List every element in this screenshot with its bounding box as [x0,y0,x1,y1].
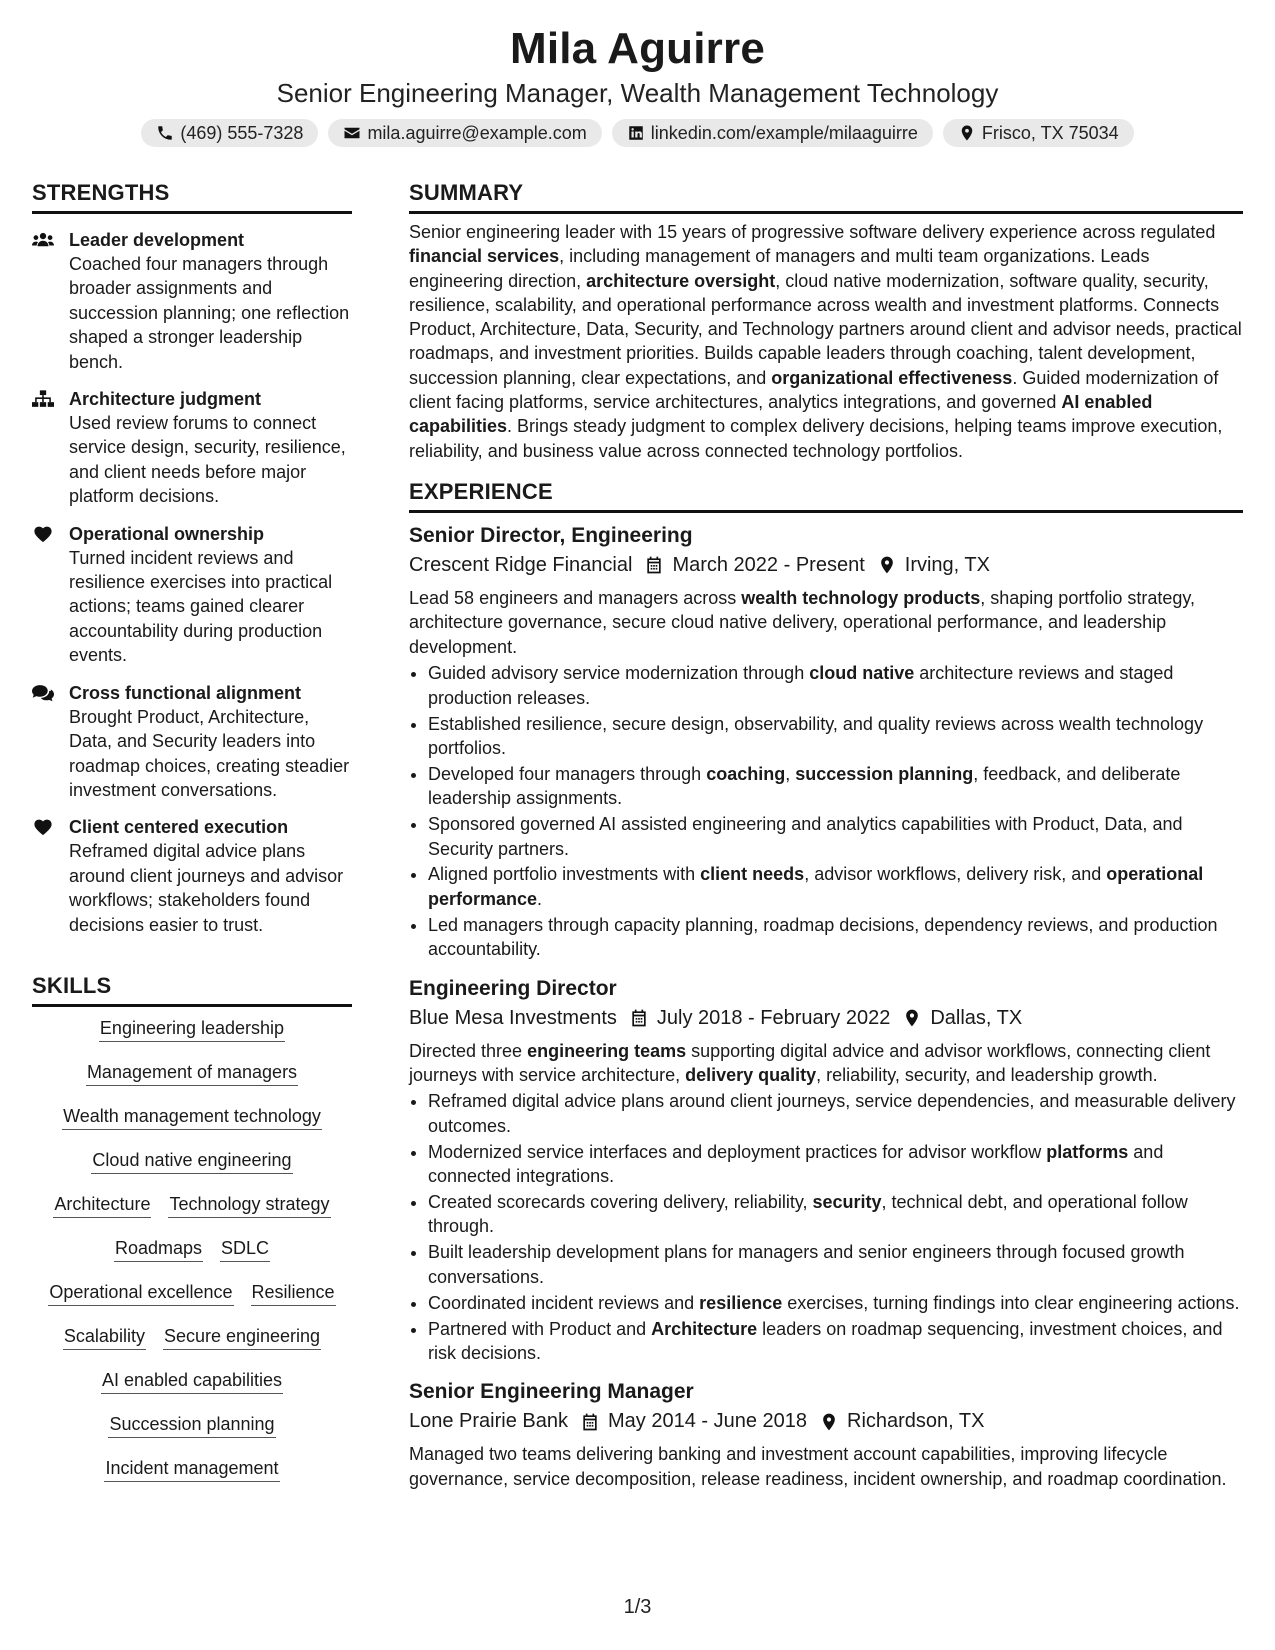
resume-header [0,22,1275,147]
bold-keyword: delivery quality [685,1064,817,1085]
skills-row [32,1325,352,1350]
bullet-item [428,1089,1243,1138]
job-entry [409,974,1243,1366]
strength-heading: Operational ownership [69,523,265,544]
candidate-name: Mila Aguirre [509,24,766,73]
contact-text: (469) 555-7328 [180,122,304,143]
bold-keyword: succession planning [795,763,974,784]
strength-item [32,387,352,509]
strength-description: Coached four managers through broader assignments and succession planning; one reflection shaped a stronger leadership bench. [69,254,350,372]
bold-keyword: client needs [700,864,805,885]
bold-keyword: Architecture [651,1318,758,1339]
skill-tag: Roadmaps [114,1237,203,1262]
contact-text: linkedin.com/example/milaaguirre [650,122,918,143]
skills-row [32,1105,352,1130]
job-description [409,1039,1243,1088]
text-segment: Established resilience, secure design, observability, and quality reviews across wealth technology portfolios. [428,713,1204,758]
text-segment: Sponsored governed AI assisted engineering and analytics capabilities with Product, Data, and Security partners. [428,814,1183,859]
company-name: Blue Mesa Investments [409,1006,617,1029]
strength-description: Turned incident reviews and resilience exercises into practical actions; teams gained clearer accountability during production events. [69,547,333,666]
text-segment: Built leadership development plans for managers and senior engineers through focused growth conversations. [428,1242,1185,1287]
text-segment: Created scorecards covering delivery, reliability, [428,1192,813,1212]
contact-envelope[interactable] [328,119,601,147]
job-title: Senior Engineering Manager [409,1380,694,1404]
bold-keyword: security [812,1192,882,1212]
job-bullets [409,1089,1243,1365]
bold-keyword: resilience [699,1292,783,1313]
calendar-icon [568,1412,608,1432]
strength-heading: Cross functional alignment [69,682,302,703]
bullet-item [428,1317,1243,1366]
bullet-item [428,661,1243,710]
job-title: Engineering Director [409,976,617,1000]
skill-tag: SDLC [220,1237,270,1262]
strength-heading: Architecture judgment [69,389,262,410]
text-segment: Senior engineering leader with 15 years of progressive software delivery experience across regulated [409,222,1216,242]
envelope-icon [343,124,361,142]
candidate-title: Senior Engineering Manager, Wealth Management Technology [276,78,999,108]
strength-item [32,228,352,374]
skill-tag: AI enabled capabilities [101,1369,283,1394]
skill-tag: Wealth management technology [62,1105,322,1130]
skills-row [32,1413,352,1438]
linkedin-icon [627,124,645,142]
text-segment: Coordinated incident reviews and [428,1292,700,1313]
text-segment: supporting digital advice and advisor workflows, connecting client journeys with service architecture, [409,1040,1211,1085]
skill-tag: Succession planning [108,1413,275,1438]
job-location: Dallas, TX [930,1006,1023,1029]
contact-text: mila.aguirre@example.com [367,122,587,143]
strength-body [69,522,352,668]
strength-body [69,387,352,509]
skills-heading: SKILLS [32,971,352,1007]
text-segment: Directed three [409,1040,528,1061]
job-title: Senior Director, Engineering [409,523,693,547]
bullet-item [428,913,1243,962]
skill-tag: Incident management [104,1457,279,1482]
bold-keyword: wealth technology products [741,587,981,608]
bold-keyword: financial services [409,246,560,267]
text-segment: Guided advisory service modernization through [428,663,810,684]
map-pin-icon [958,124,976,142]
strength-description: Brought Product, Architecture, Data, and Security leaders into roadmap choices, creating steadier investment conversations. [69,706,350,800]
job-meta [409,1004,1243,1033]
experience-heading: EXPERIENCE [409,477,1243,513]
text-segment: , advisor workflows, delivery risk, and [804,864,1107,885]
bullet-item [428,762,1243,811]
skills-row [32,1017,352,1042]
bullet-item [428,1140,1243,1189]
bold-keyword: operational performance [428,864,1204,909]
bullet-item [428,1240,1243,1289]
text-segment: . Brings steady judgment to complex delivery decisions, helping teams improve execution, reliability, and business value across connected technology portfolios. [409,416,1223,461]
text-segment: Developed four managers through [428,763,707,784]
contact-bar [0,119,1275,147]
contact-map-pin[interactable] [943,119,1134,147]
text-segment: Reframed digital advice plans around client journeys, service dependencies, and measurable delivery outcomes. [428,1091,1236,1136]
skill-tag: Technology strategy [168,1193,330,1218]
job-bullets [409,661,1243,961]
summary-text [409,220,1243,463]
bold-keyword: coaching [706,763,786,784]
experience-list [409,521,1243,1491]
company-name: Crescent Ridge Financial [409,553,633,576]
skills-row [32,1457,352,1482]
contact-phone[interactable] [141,119,318,147]
skill-tag: Resilience [251,1281,336,1306]
strength-heading: Leader development [69,230,245,250]
skills-list [32,1017,352,1482]
text-segment: , technical debt, and operational follow through. [428,1192,1188,1237]
strength-body [69,681,352,803]
bold-keyword: cloud native [809,663,915,684]
skills-row [32,1369,352,1394]
summary-heading: SUMMARY [409,178,1243,214]
bullet-item [428,812,1243,861]
text-segment: Aligned portfolio investments with [428,864,701,885]
job-location: Richardson, TX [847,1410,985,1433]
text-segment: , including management of managers and multi team organizations. Leads engineering direction, [409,246,1150,291]
text-segment: , [785,763,796,784]
text-segment: , cloud native modernization, software quality, security, resilience, scalability, and operational performance across wealth and investment platforms. Connects Product, Architecture, Data, Security, and Technology partners around client and advisor needs, practical roadmaps, and investment priorities. Builds capable leaders through coaching, talent development, succession planning, clear expectations, and [409,270,1242,388]
skills-row [32,1281,352,1306]
skill-tag: Engineering leadership [99,1017,285,1042]
strength-body [69,228,352,374]
page-number: 1/3 [623,1596,652,1618]
calendar-icon [617,1008,657,1028]
job-location: Irving, TX [904,553,990,576]
bold-keyword: architecture oversight [586,270,776,291]
job-entry [409,1377,1243,1491]
job-dates: July 2018 - February 2022 [656,1006,891,1029]
bold-keyword: organizational effectiveness [771,367,1013,388]
bullet-item [428,862,1243,911]
comments-icon [32,681,69,803]
bullet-item [428,1291,1243,1315]
right-column [409,178,1243,1491]
job-description [409,586,1243,659]
strength-item [32,681,352,803]
bold-keyword: platforms [1046,1141,1129,1162]
job-dates: March 2022 - Present [672,553,865,576]
text-segment: Modernized service interfaces and deployment practices for advisor workflow [428,1141,1047,1162]
strengths-heading: STRENGTHS [32,178,352,214]
strength-body [69,815,352,937]
strengths-list [32,228,352,937]
bold-keyword: AI enabled capabilities [409,392,1153,437]
strength-description: Reframed digital advice plans around client journeys and advisor workflows; stakeholders found decisions easier to trust. [69,841,344,935]
skills-row [32,1193,352,1218]
users-icon [32,228,69,374]
job-meta [409,1407,1243,1436]
text-segment: architecture reviews and staged production releases. [428,663,1174,708]
text-segment: Lead 58 engineers and managers across [409,587,742,608]
left-column [32,178,352,1501]
text-segment: exercises, turning findings into clear engineering actions. [782,1292,1240,1313]
map-pin-icon [807,1412,847,1432]
company-name: Lone Prairie Bank [409,1410,568,1433]
contact-linkedin[interactable] [612,119,933,147]
job-dates: May 2014 - June 2018 [607,1410,808,1433]
skill-tag: Management of managers [86,1061,298,1086]
strength-item [32,522,352,668]
text-segment: , feedback, and deliberate leadership assignments. [428,763,1181,809]
bullet-item [428,712,1243,761]
map-pin-icon [865,555,905,575]
skill-tag: Operational excellence [48,1281,233,1306]
heart-icon [32,522,69,668]
job-entry [409,521,1243,962]
text-segment: and connected integrations. [428,1141,1164,1187]
calendar-icon [632,555,672,575]
map-pin-icon [890,1008,930,1028]
text-segment: Partnered with Product and [428,1318,652,1339]
skill-tag: Cloud native engineering [91,1149,292,1174]
text-segment: Led managers through capacity planning, roadmap decisions, dependency reviews, and production accountability. [428,914,1218,960]
skills-row [32,1149,352,1174]
text-segment: . Guided modernization of client facing platforms, service architectures, analytics integrations, and governed [409,367,1219,413]
skill-tag: Scalability [63,1325,146,1350]
text-segment: , reliability, security, and leadership growth. [816,1064,1158,1085]
strength-heading: Client centered execution [69,817,289,838]
bold-keyword: engineering teams [527,1040,687,1061]
strength-description: Used review forums to connect service design, security, resilience, and client needs before major platform decisions. [69,413,346,507]
phone-icon [156,124,174,142]
text-segment: . [537,888,543,909]
text-segment: Managed two teams delivering banking and investment account capabilities, improving lifecycle governance, service decomposition, release readiness, incident ownership, and roadmap coordination. [409,1444,1227,1489]
job-meta [409,551,1243,580]
skill-tag: Secure engineering [163,1325,321,1350]
skill-tag: Architecture [53,1193,151,1218]
sitemap-icon [32,387,69,509]
text-segment: leaders on roadmap sequencing, investment choices, and risk decisions. [428,1318,1223,1363]
skills-row [32,1061,352,1086]
strength-item [32,815,352,937]
bullet-item [428,1190,1243,1239]
contact-text: Frisco, TX 75034 [981,122,1119,143]
job-description [409,1442,1243,1491]
text-segment: , shaping portfolio strategy, architecture governance, secure cloud native delivery, operational performance, and leadership development. [409,587,1196,657]
heart-icon [32,815,69,937]
skills-row [32,1237,352,1262]
